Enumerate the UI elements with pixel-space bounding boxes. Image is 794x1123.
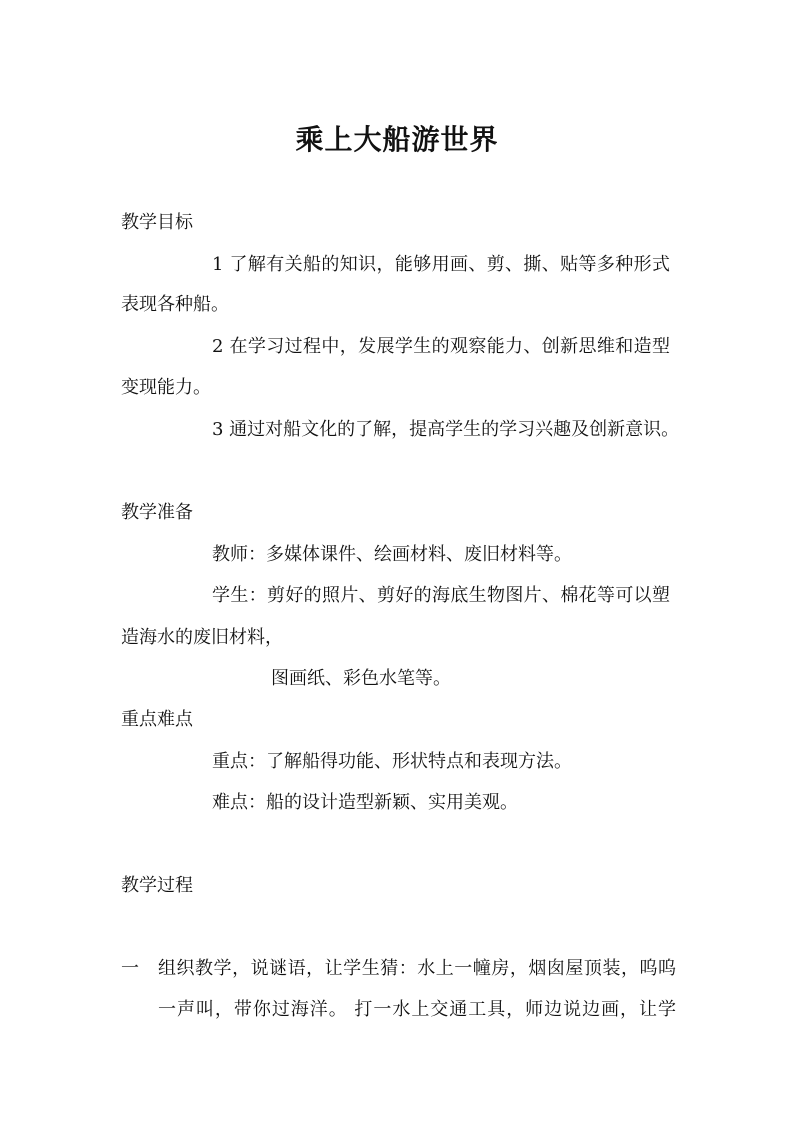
goal-item-2-line-1: 2 在学习过程中，发展学生的观察能力、创新思维和造型: [212, 336, 670, 357]
goal-item-3: 3 通过对船文化的了解，提高学生的学习兴趣及创新意识。: [212, 419, 680, 440]
preparation-student-line-3: 图画纸、彩色水笔等。: [271, 668, 451, 689]
preparation-teacher: 教师：多媒体课件、绘画材料、废旧材料等。: [212, 544, 572, 565]
goal-item-1-line-2: 表现各种船。: [121, 294, 229, 315]
document-title: 乘上大船游世界: [295, 123, 499, 156]
key-point: 重点：了解船得功能、形状特点和表现方法。: [212, 751, 572, 772]
preparation-student-line-1: 学生：剪好的照片、剪好的海底生物图片、棉花等可以塑: [212, 585, 670, 606]
process-step-1-line-2: 一声叫，带你过海洋。 打一水上交通工具，师边说边画，让学: [158, 999, 676, 1020]
section-heading-key-points: 重点难点: [121, 709, 193, 730]
process-step-1-line-1: 组织教学，说谜语，让学生猜：水上一幢房，烟囱屋顶装，呜呜: [158, 958, 676, 979]
process-step-1-marker: 一: [121, 958, 139, 979]
section-heading-preparation: 教学准备: [121, 502, 193, 523]
section-heading-goals: 教学目标: [121, 212, 193, 233]
difficulty-point: 难点：船的设计造型新颖、实用美观。: [212, 792, 518, 813]
goal-item-1-line-1: 1 了解有关船的知识，能够用画、剪、撕、贴等多种形式: [212, 254, 670, 275]
goal-item-2-line-2: 变现能力。: [121, 377, 211, 398]
section-heading-process: 教学过程: [121, 875, 193, 896]
preparation-student-line-2: 造海水的废旧材料，: [121, 627, 283, 648]
